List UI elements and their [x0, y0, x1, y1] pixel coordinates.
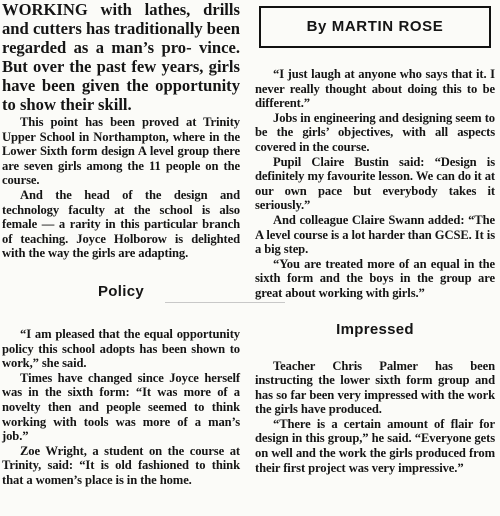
subhead-policy: Policy: [98, 282, 144, 300]
lead-paragraph: WORKING with lathes, drills and cutters has traditionally been regarded as a man’s pro- vince. But over the past few years, girls have been given the opportunity to show their skill.: [2, 0, 240, 114]
byline-text: By MARTIN ROSE: [306, 18, 444, 35]
body-paragraph: Teacher Chris Palmer has been instructing the lower sixth form group and has so far been very impressed with the work the girls have produced.: [255, 358, 495, 417]
body-paragraph: “There is a certain amount of flair for design in this group,” he said. “Everyone gets on well and the work the girls produced from their first project was very impressive.”: [255, 416, 495, 475]
body-paragraph: Jobs in engineering and designing seem to be the girls’ objectives, with all aspects covered in the course.: [255, 110, 495, 154]
article-column-right: [255, 0, 495, 475]
body-paragraph: Zoe Wright, a student on the course at Trinity, said: “It is old fashioned to think that a women’s place is in the home.: [2, 443, 240, 487]
body-paragraph: Pupil Claire Bustin said: “Design is definitely my favourite lesson. We can do it at our own pace but everybody takes it seriously.”: [255, 154, 495, 213]
byline-box: [259, 6, 491, 48]
body-paragraph: And colleague Claire Swann added: “The A level course is a lot harder than GCSE. It is a big step.: [255, 212, 495, 257]
body-paragraph: “I am pleased that the equal opportunity policy this school adopts has been shown to work,” she said.: [2, 326, 240, 371]
body-paragraph: Times have changed since Joyce herself was in the sixth form: “It was more of a novelty then and people seemed to think working with tools was more of a man’s job.”: [2, 370, 240, 444]
subhead-impressed: Impressed: [336, 320, 414, 338]
body-paragraph: This point has been proved at Trinity Upper School in Northampton, where in the Lower Sixth form design A level group there are seven girls among the 11 people on the course.: [2, 115, 240, 188]
body-paragraph: And the head of the design and technology faculty at the school is also female — a rarity in this particular branch of teaching. Joyce Holborow is delighted with the way the girls are adapting.: [2, 187, 240, 261]
article-column-left: [2, 0, 240, 487]
body-paragraph: “I just laugh at anyone who says that it. I never really thought about doing this to be different.”: [255, 67, 495, 111]
body-paragraph: “You are treated more of an equal in the sixth form and the boys in the group are great about working with girls.”: [255, 256, 495, 300]
